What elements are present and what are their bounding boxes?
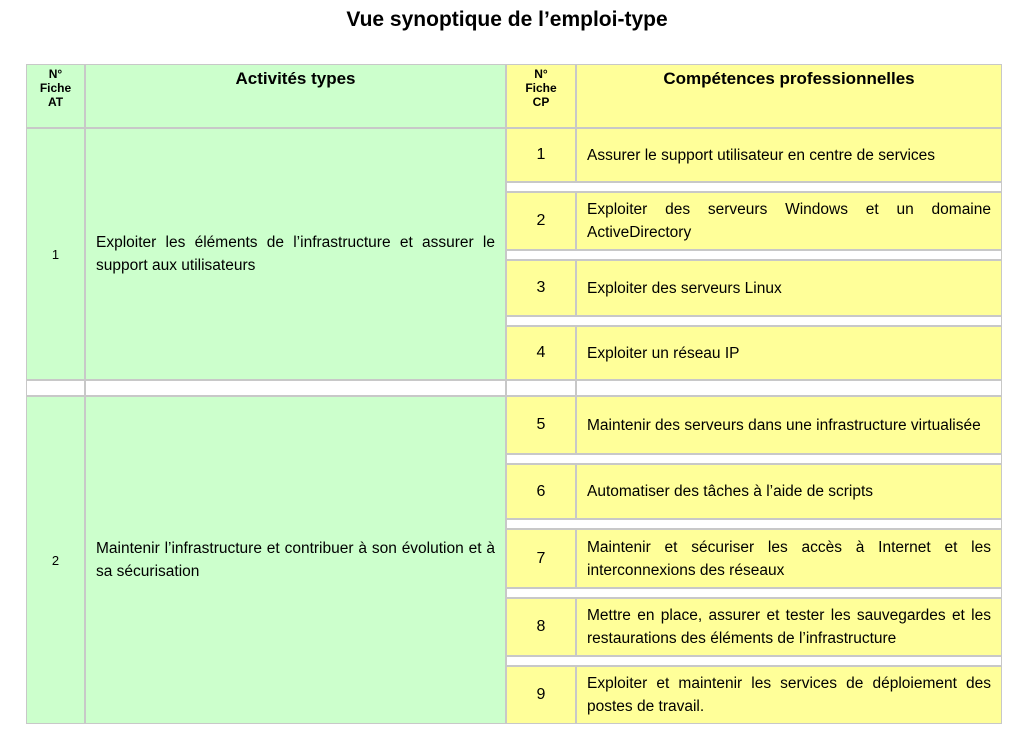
competence-label-text: Exploiter des serveurs Linux bbox=[587, 279, 782, 297]
header-fiche-cp: N° Fiche CP bbox=[506, 64, 576, 128]
row-spacer bbox=[506, 182, 1002, 192]
activity-label-text: Exploiter les éléments de l’infrastructure et assurer le support aux utilisateurs bbox=[96, 234, 495, 274]
page-title: Vue synoptique de l’emploi-type bbox=[346, 8, 668, 31]
competence-label-text: Maintenir et sécuriser les accès à Internet et les interconnexions des réseaux bbox=[587, 538, 991, 579]
competence-number: 7 bbox=[506, 529, 576, 588]
row-spacer bbox=[506, 316, 1002, 326]
row-spacer bbox=[506, 656, 1002, 666]
competence-label-text: Exploiter et maintenir les services de déploiement des postes de travail. bbox=[587, 675, 991, 715]
row-spacer bbox=[506, 519, 1002, 529]
competence-number: 2 bbox=[506, 192, 576, 250]
row-spacer bbox=[85, 380, 506, 396]
activity-label bbox=[85, 396, 506, 724]
competence-label-text: Automatiser des tâches à l’aide de scripts bbox=[587, 483, 874, 500]
row-spacer bbox=[26, 380, 85, 396]
competence-label-text: Exploiter un réseau IP bbox=[587, 344, 740, 362]
competence-label bbox=[576, 464, 1002, 519]
activity-label-text: Maintenir l’infrastructure et contribuer à son évolution et à sa sécurisation bbox=[96, 540, 495, 580]
row-spacer bbox=[506, 380, 576, 396]
header-activites-types: Activités types bbox=[85, 64, 506, 128]
header-fiche-at: N° Fiche AT bbox=[26, 64, 85, 128]
competence-number: 1 bbox=[506, 128, 576, 182]
competence-label bbox=[576, 529, 1002, 588]
activity-number: 2 bbox=[26, 396, 85, 724]
row-spacer bbox=[506, 454, 1002, 464]
header-competences: Compétences professionnelles bbox=[576, 64, 1002, 128]
activity-label bbox=[85, 128, 506, 380]
competence-label bbox=[576, 128, 1002, 182]
row-spacer bbox=[506, 588, 1002, 598]
competence-number: 6 bbox=[506, 464, 576, 519]
competence-label-text: Mettre en place, assurer et tester les sauvegardes et les restaurations des éléments de l’infrastructure bbox=[587, 607, 991, 647]
competence-number: 9 bbox=[506, 666, 576, 724]
competence-label-text: Exploiter des serveurs Windows et un domaine ActiveDirectory bbox=[587, 201, 991, 241]
competence-label bbox=[576, 192, 1002, 250]
activity-number: 1 bbox=[26, 128, 85, 380]
competence-label bbox=[576, 666, 1002, 724]
competence-label bbox=[576, 326, 1002, 380]
competence-number: 8 bbox=[506, 598, 576, 656]
competence-label-text: Maintenir des serveurs dans une infrastructure virtualisée bbox=[587, 416, 981, 434]
row-spacer bbox=[506, 250, 1002, 260]
competence-label bbox=[576, 260, 1002, 316]
competence-number: 5 bbox=[506, 396, 576, 454]
competence-label-text: Assurer le support utilisateur en centre de services bbox=[587, 146, 936, 164]
row-spacer bbox=[576, 380, 1002, 396]
competence-number: 4 bbox=[506, 326, 576, 380]
competence-label bbox=[576, 598, 1002, 656]
competence-number: 3 bbox=[506, 260, 576, 316]
competence-label bbox=[576, 396, 1002, 454]
